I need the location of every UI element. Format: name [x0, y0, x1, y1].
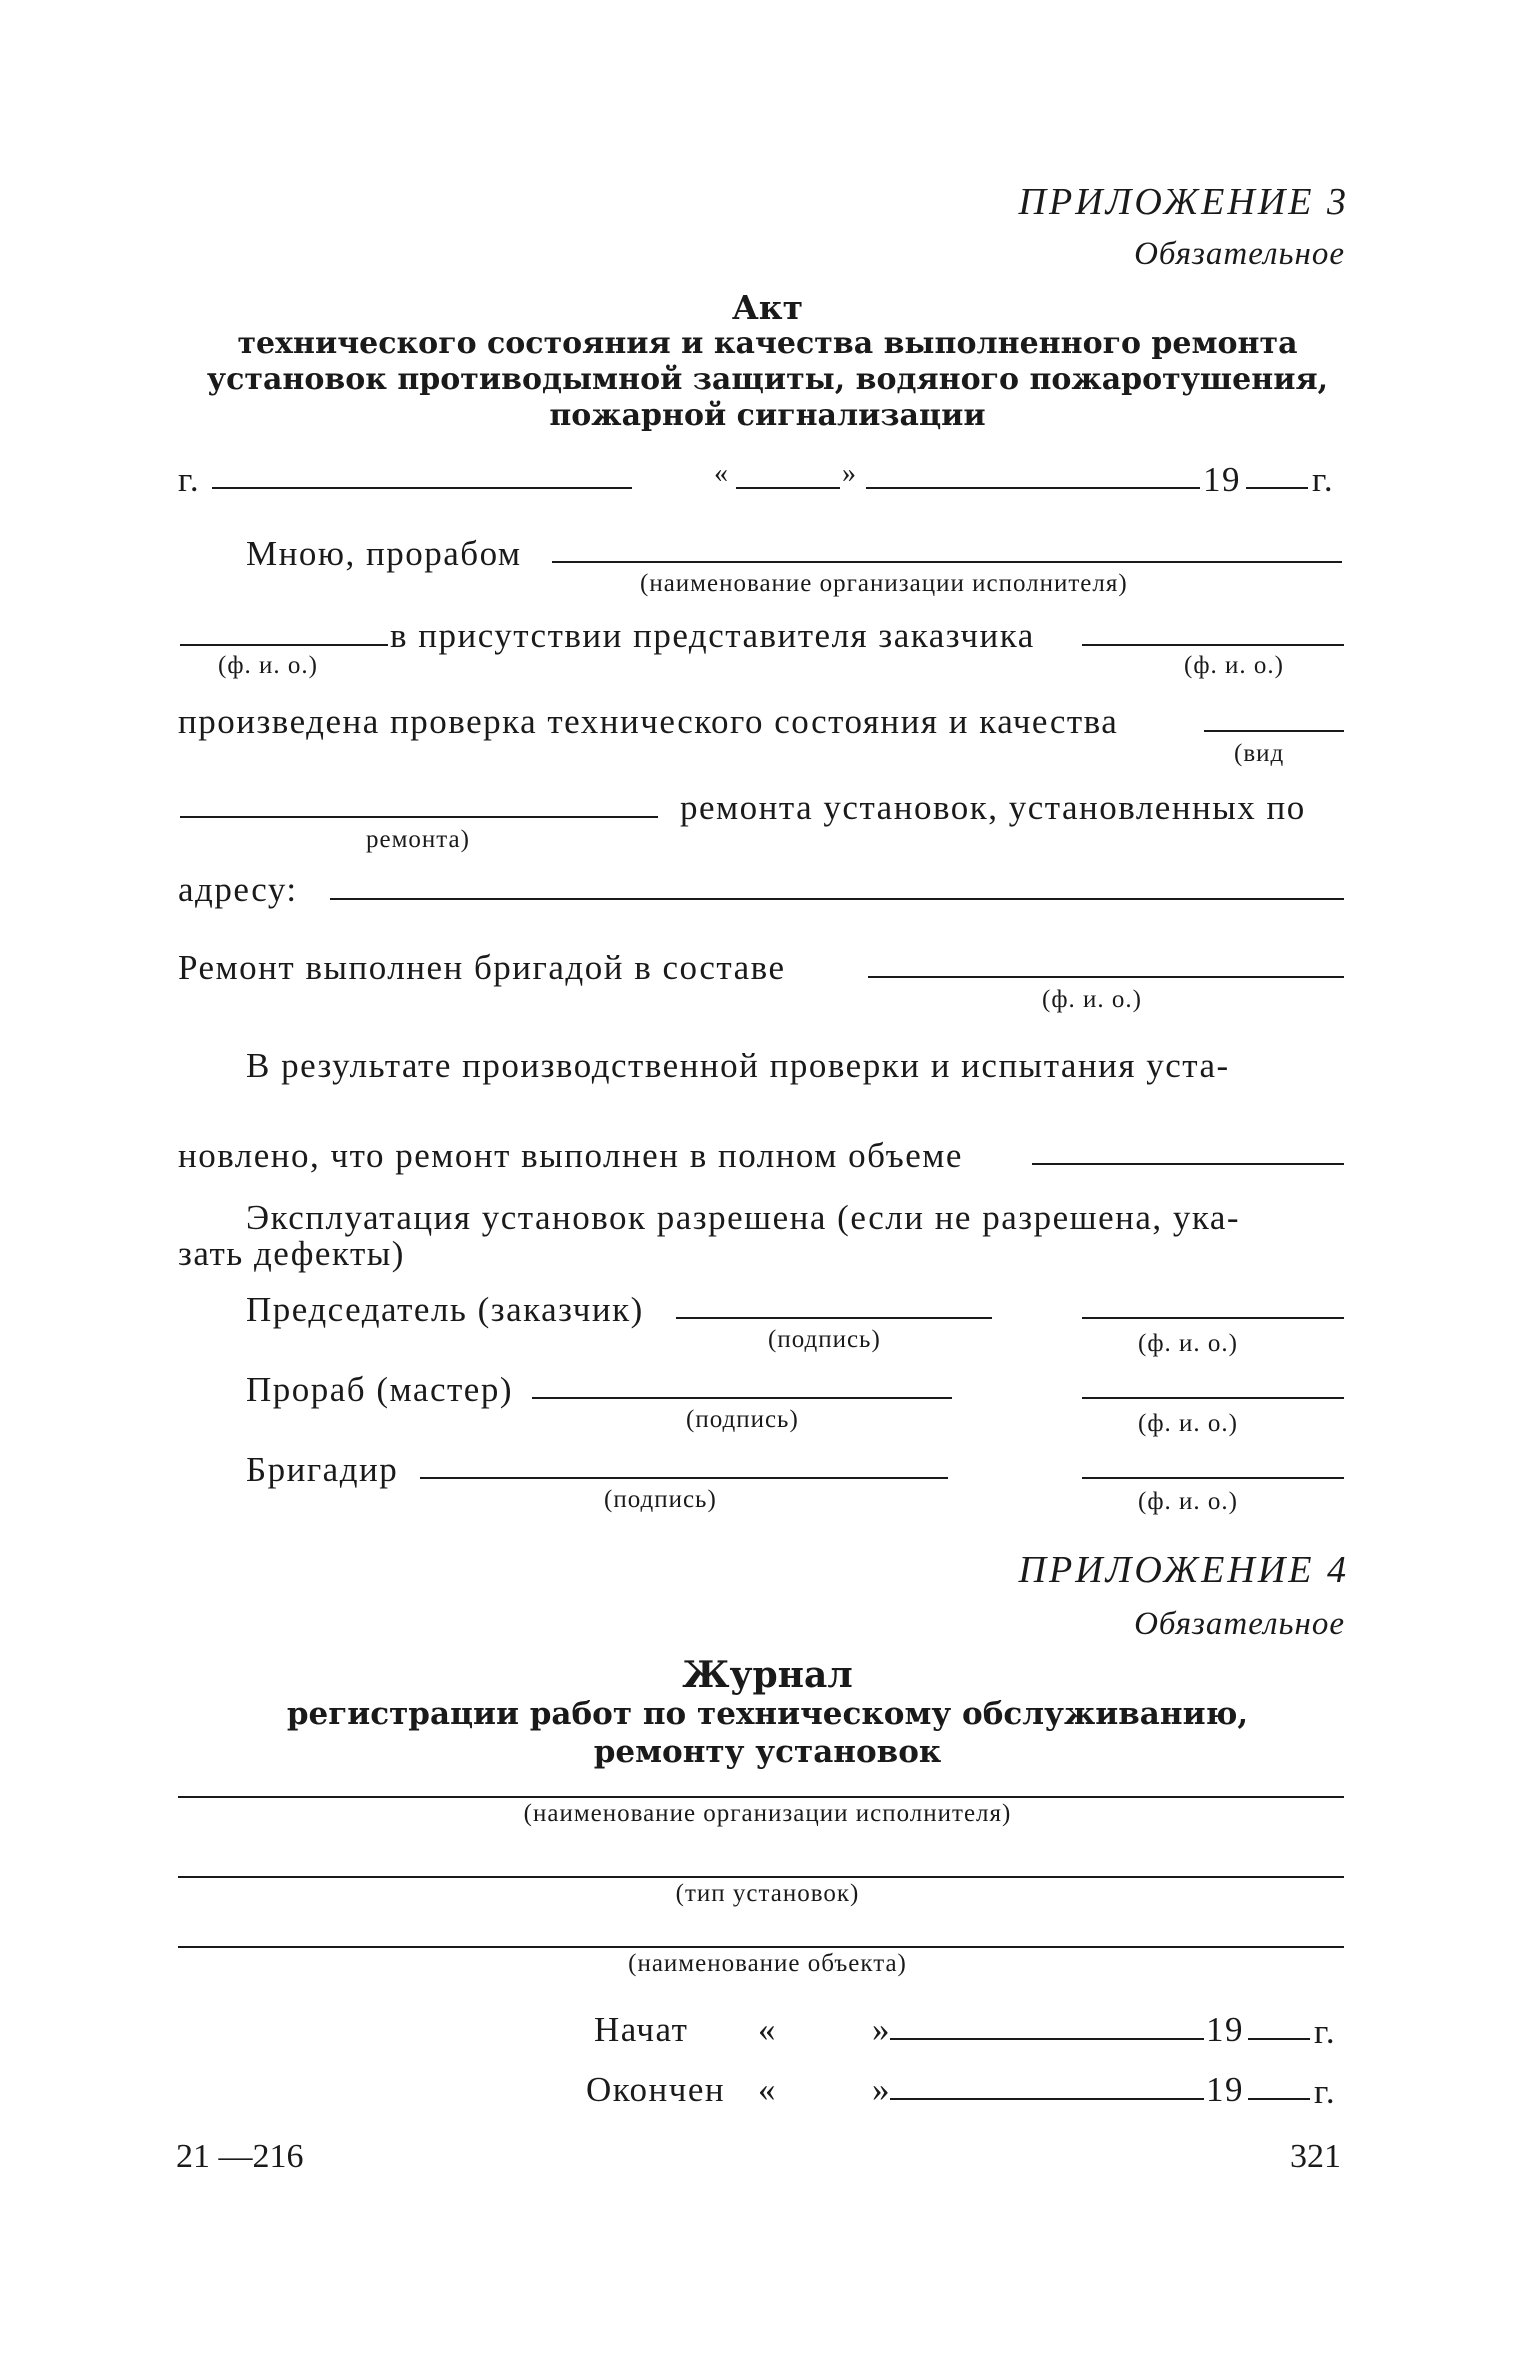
journal-title-line-1: регистрации работ по техническому обслуживанию, [286, 1696, 1249, 1732]
repair-kind-field-1[interactable] [1204, 730, 1344, 732]
chairman-signature-field[interactable] [676, 1317, 992, 1319]
brigadier-label: Бригадир [246, 1450, 399, 1489]
appendix-3-title: ПРИЛОЖЕНИЕ 3 [1018, 181, 1349, 223]
brigadier-signature-field[interactable] [420, 1477, 948, 1479]
result-line-2: новлено, что ремонт выполнен в полном объеме [178, 1136, 963, 1175]
finished-close-quote: » [872, 2070, 891, 2109]
brigade-fio-field[interactable] [868, 976, 1344, 978]
address-label: адресу: [178, 870, 298, 909]
chairman-label: Председатель (заказчик) [246, 1290, 644, 1329]
presence-text: в присутствии представителя заказчика [390, 616, 1035, 655]
date-day-field[interactable] [736, 487, 840, 489]
appendix-3-subtitle: Обязательное [1134, 236, 1345, 272]
started-month-field[interactable] [890, 2038, 1204, 2040]
result-line-1: В результате производственной проверки и испытания уста- [246, 1046, 1230, 1085]
fio-caption-left: (ф. и. о.) [218, 652, 318, 679]
finished-open-quote: « [758, 2070, 777, 2109]
started-year-field[interactable] [1248, 2038, 1310, 2040]
act-title-line-3: пожарной сигнализации [549, 398, 986, 433]
date-month-field[interactable] [866, 487, 1200, 489]
foreman-fio-caption: (ф. и. о.) [1138, 1410, 1238, 1437]
exploitation-line-2: зать дефекты) [178, 1234, 405, 1273]
journal-type-field[interactable] [178, 1876, 1344, 1878]
by-foreman-label: Мною, прорабом [246, 534, 522, 573]
appendix-4-title: ПРИЛОЖЕНИЕ 4 [1018, 1549, 1349, 1591]
date-suffix: г. [1312, 460, 1335, 499]
started-label: Начат [594, 2010, 689, 2049]
city-field[interactable] [212, 487, 632, 489]
journal-org-field[interactable] [178, 1796, 1344, 1798]
customer-fio-field[interactable] [1082, 644, 1344, 646]
journal-heading: Журнал [682, 1654, 853, 1696]
brigade-text: Ремонт выполнен бригадой в составе [178, 948, 786, 987]
started-year: 19 [1206, 2010, 1244, 2049]
finished-month-field[interactable] [890, 2098, 1204, 2100]
journal-object-caption: (наименование объекта) [628, 1950, 907, 1977]
brigadier-fio-caption: (ф. и. о.) [1138, 1488, 1238, 1515]
chairman-fio-field[interactable] [1082, 1317, 1344, 1319]
appendix-4-subtitle: Обязательное [1134, 1606, 1345, 1642]
act-title-line-1: технического состояния и качества выполненного ремонта [237, 326, 1298, 361]
brigadier-fio-field[interactable] [1082, 1477, 1344, 1479]
journal-type-caption: (тип установок) [675, 1880, 860, 1907]
started-close-quote: » [872, 2010, 891, 2049]
started-year-suffix: г. [1314, 2012, 1337, 2051]
chairman-signature-caption: (подпись) [768, 1326, 881, 1353]
page-number: 321 [1290, 2138, 1341, 2175]
kind-caption-1: (вид [1234, 740, 1285, 767]
date-close-quote: » [842, 458, 858, 489]
org-caption: (наименование организации исполнителя) [640, 570, 1128, 597]
repair-text: ремонта установок, установленных по [680, 788, 1306, 827]
city-prefix: г. [178, 460, 201, 499]
exploitation-line-1: Эксплуатация установок разрешена (если не разрешена, ука- [246, 1198, 1241, 1237]
finished-year-suffix: г. [1314, 2072, 1337, 2111]
date-open-quote: « [714, 458, 730, 489]
foreman-label: Прораб (мастер) [246, 1370, 513, 1409]
check-text: произведена проверка технического состояния и качества [178, 702, 1119, 741]
act-heading: Акт [731, 288, 804, 327]
foreman-signature-caption: (подпись) [686, 1406, 799, 1433]
finished-year: 19 [1206, 2070, 1244, 2109]
foreman-sign-fio-field[interactable] [1082, 1397, 1344, 1399]
date-year-field[interactable] [1246, 487, 1308, 489]
date-year: 19 [1203, 460, 1241, 499]
finished-label: Окончен [586, 2070, 726, 2109]
brigade-fio-caption: (ф. и. о.) [1042, 986, 1142, 1013]
kind-caption-2: ремонта) [366, 826, 470, 853]
fio-caption-right: (ф. и. о.) [1184, 652, 1284, 679]
foreman-fio-field[interactable] [180, 644, 388, 646]
journal-title-line-2: ремонту установок [593, 1734, 942, 1770]
act-title-line-2: установок противодымной защиты, водяного пожаротушения, [206, 362, 1329, 397]
foreman-signature-field[interactable] [532, 1397, 952, 1399]
brigadier-signature-caption: (подпись) [604, 1486, 717, 1513]
foreman-org-field[interactable] [552, 561, 1342, 563]
result-field[interactable] [1032, 1163, 1344, 1165]
journal-org-caption: (наименование организации исполнителя) [523, 1800, 1012, 1827]
started-open-quote: « [758, 2010, 777, 2049]
finished-year-field[interactable] [1248, 2098, 1310, 2100]
signature-mark: 21 —216 [176, 2138, 304, 2175]
journal-object-field[interactable] [178, 1946, 1344, 1948]
chairman-fio-caption: (ф. и. о.) [1138, 1330, 1238, 1357]
address-field[interactable] [330, 898, 1344, 900]
repair-kind-field-2[interactable] [180, 816, 658, 818]
